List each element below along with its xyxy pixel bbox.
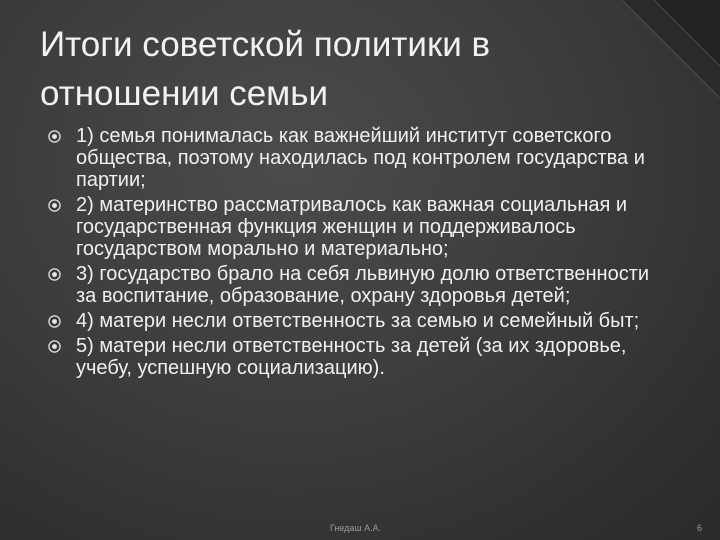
bullet-item	[0, 263, 720, 307]
bullet-text: 5) матери несли ответственность за детей (за их здоровье, учебу, успешную социализацию).	[76, 335, 627, 379]
circled-dot-icon	[47, 129, 62, 144]
bullet-item	[0, 194, 720, 260]
bullet-item	[0, 310, 720, 332]
circled-dot-icon	[47, 339, 62, 354]
corner-triangle-decoration-icon	[592, 0, 720, 128]
bullet-list	[0, 125, 720, 382]
footer-author: Гнедаш А.А.	[330, 523, 382, 533]
circled-dot-icon	[47, 267, 62, 282]
circled-dot-icon	[47, 198, 62, 213]
bullet-text: 4) матери несли ответственность за семью и семейный быт;	[76, 310, 640, 332]
bullet-item	[0, 125, 720, 191]
bullet-text: 3) государство брало на себя львиную долю ответственности за воспитание, образование, охрану здоровья детей;	[76, 263, 650, 307]
bullet-text: 2) материнство рассматривалось как важная социальная и государственная функция женщин и поддерживалось государством морально и материально;	[76, 194, 628, 260]
slide-title: Итоги советской политики в отношении семьи	[40, 25, 491, 113]
page-number: 6	[696, 523, 702, 533]
circled-dot-icon	[47, 314, 62, 329]
bullet-item	[0, 335, 720, 379]
bullet-text: 1) семья понималась как важнейший институт советского общества, поэтому находилась под контролем государства и партии;	[76, 125, 645, 191]
